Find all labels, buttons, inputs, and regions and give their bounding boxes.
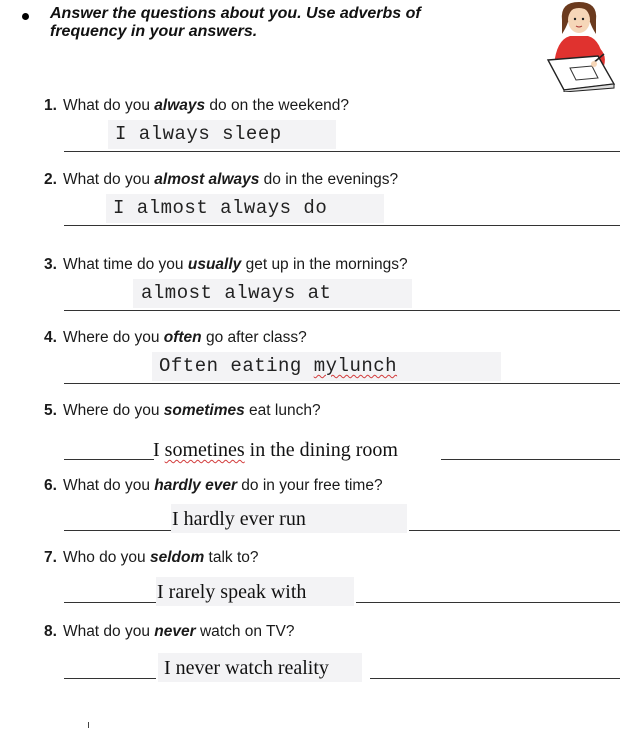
answer-line-6-left: [64, 530, 172, 531]
adverb: never: [154, 623, 196, 640]
adverb: almost always: [154, 171, 260, 188]
instructions: [50, 5, 490, 41]
adverb: always: [154, 97, 206, 114]
question-2: 2. What do you almost always do in the evenings?: [44, 171, 399, 188]
question-1: 1. What do you always do on the weekend?: [44, 97, 350, 114]
adverb: often: [163, 329, 202, 346]
question-4: 4. Where do you often go after class?: [44, 329, 307, 346]
instructions-line-1: Answer the questions about you. Use adverbs of: [50, 5, 421, 22]
answer-4[interactable]: Often eating mylunch: [159, 355, 398, 377]
question-6: 6. What do you hardly ever do in your free time?: [44, 477, 383, 494]
answer-line-7-right: [356, 602, 620, 603]
bullet-icon: [22, 13, 29, 20]
answer-line-2: [64, 225, 620, 226]
adverb: hardly ever: [154, 477, 237, 494]
misspelled-word: sometines: [164, 439, 245, 461]
answer-3[interactable]: almost always at: [141, 282, 332, 304]
answer-line-3: [64, 310, 620, 311]
answer-line-6-right: [409, 530, 620, 531]
answer-line-5-right: [441, 459, 620, 460]
answer-line-1: [64, 151, 620, 152]
adverb: usually: [187, 256, 242, 273]
answer-5[interactable]: I sometines in the dining room: [153, 439, 398, 461]
answer-2[interactable]: I almost always do: [113, 197, 328, 219]
answer-line-8-left: [64, 678, 156, 679]
question-5: 5. Where do you sometimes eat lunch?: [44, 402, 321, 419]
question-7: 7. Who do you seldom talk to?: [44, 549, 259, 566]
teacher-writing-icon: [540, 0, 618, 92]
adverb: sometimes: [163, 402, 245, 419]
adverb: seldom: [149, 549, 205, 566]
answer-line-8-right: [370, 678, 620, 679]
answer-7[interactable]: I rarely speak with: [157, 581, 307, 603]
misspelled-word: mylunch: [313, 355, 398, 377]
answer-8[interactable]: I never watch reality: [164, 657, 329, 679]
instructions-line-2: frequency in your answers.: [50, 23, 258, 40]
question-3: 3. What time do you usually get up in the mornings?: [44, 256, 408, 273]
answer-1[interactable]: I always sleep: [115, 123, 282, 145]
answer-6[interactable]: I hardly ever run: [172, 508, 306, 530]
question-number: 1.: [44, 97, 57, 114]
answer-line-4: [64, 383, 620, 384]
answer-line-5-left: [64, 459, 154, 460]
text-cursor: [88, 722, 89, 728]
question-8: 8. What do you never watch on TV?: [44, 623, 295, 640]
answer-line-7-left: [64, 602, 157, 603]
